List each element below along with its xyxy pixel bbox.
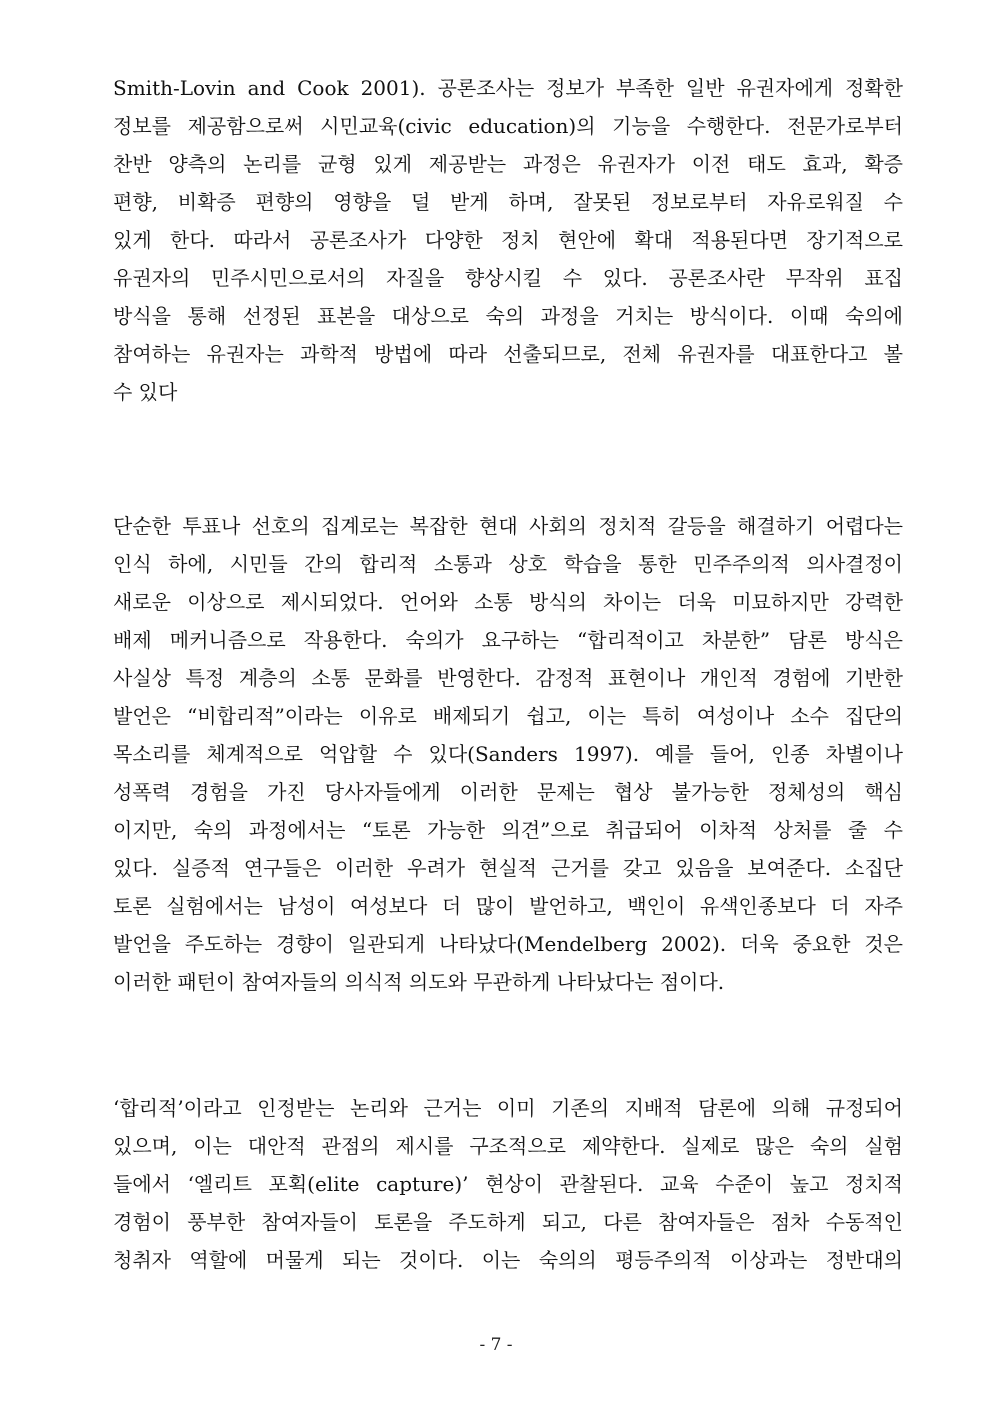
page-number: - 7 - xyxy=(479,1335,513,1355)
text-line: 있게 한다. 따라서 공론조사가 다양한 정치 현안에 확대 적용된다면 장기적으로 xyxy=(113,228,903,252)
text-line: 정보를 제공함으로써 시민교육(civic education)의 기능을 수행한다. 전문가로부터 xyxy=(113,114,903,138)
text-line: 배제 메커니즘으로 작용한다. 숙의가 요구하는 “합리적이고 차분한” 담론 방식은 xyxy=(113,628,903,652)
text-line: 성폭력 경험을 가진 당사자들에게 이러한 문제는 협상 불가능한 정체성의 핵심 xyxy=(113,780,903,804)
text-line: 경험이 풍부한 참여자들이 토론을 주도하게 되고, 다른 참여자들은 점차 수동적인 xyxy=(113,1210,903,1234)
paragraph-3 xyxy=(113,1089,903,1279)
paragraph-2 xyxy=(113,507,903,1001)
text-line: 방식을 통해 선정된 표본을 대상으로 숙의 과정을 거치는 방식이다. 이때 숙의에 xyxy=(113,304,903,328)
paragraph-1 xyxy=(113,69,903,411)
text-line: 이지만, 숙의 과정에서는 “토론 가능한 의견”으로 취급되어 이차적 상처를 줄 수 xyxy=(113,818,903,842)
text-line: 찬반 양측의 논리를 균형 있게 제공받는 과정은 유권자가 이전 태도 효과, 확증 xyxy=(113,152,903,176)
text-line: 편향, 비확증 편향의 영향을 덜 받게 하며, 잘못된 정보로부터 자유로워질 수 xyxy=(113,190,903,214)
text-line: 들에서 ‘엘리트 포획(elite capture)’ 현상이 관찰된다. 교육 수준이 높고 정치적 xyxy=(113,1172,903,1196)
text-line: 유권자의 민주시민으로서의 자질을 향상시킬 수 있다. 공론조사란 무작위 표집 xyxy=(113,266,903,290)
text-line: 이러한 패턴이 참여자들의 의식적 의도와 무관하게 나타났다는 점이다. xyxy=(113,970,725,994)
text-line: 수 있다 xyxy=(113,380,178,404)
text-line: 인식 하에, 시민들 간의 합리적 소통과 상호 학습을 통한 민주주의적 의사결정이 xyxy=(113,552,903,576)
text-line: 발언을 주도하는 경향이 일관되게 나타났다(Mendelberg 2002). 더욱 중요한 것은 xyxy=(113,932,903,956)
text-line: 단순한 투표나 선호의 집계로는 복잡한 현대 사회의 정치적 갈등을 해결하기 어렵다는 xyxy=(113,514,903,538)
text-line: 사실상 특정 계층의 소통 문화를 반영한다. 감정적 표현이나 개인적 경험에 기반한 xyxy=(113,666,903,690)
text-line: 참여하는 유권자는 과학적 방법에 따라 선출되므로, 전체 유권자를 대표한다고 볼 xyxy=(113,342,903,366)
text-line: Smith-Lovin and Cook 2001). 공론조사는 정보가 부족한 일반 유권자에게 정확한 xyxy=(113,76,903,100)
text-line: ‘합리적’이라고 인정받는 논리와 근거는 이미 기존의 지배적 담론에 의해 규정되어 xyxy=(113,1096,903,1120)
text-line: 있으며, 이는 대안적 관점의 제시를 구조적으로 제약한다. 실제로 많은 숙의 실험 xyxy=(113,1134,903,1158)
text-line: 토론 실험에서는 남성이 여성보다 더 많이 발언하고, 백인이 유색인종보다 더 자주 xyxy=(113,894,903,918)
text-line: 있다. 실증적 연구들은 이러한 우려가 현실적 근거를 갖고 있음을 보여준다. 소집단 xyxy=(113,856,903,880)
text-line: 목소리를 체계적으로 억압할 수 있다(Sanders 1997). 예를 들어, 인종 차별이나 xyxy=(113,742,903,766)
text-line: 발언은 “비합리적”이라는 이유로 배제되기 쉽고, 이는 특히 여성이나 소수 집단의 xyxy=(113,704,903,728)
text-line: 새로운 이상으로 제시되었다. 언어와 소통 방식의 차이는 더욱 미묘하지만 강력한 xyxy=(113,590,903,614)
text-line: 청취자 역할에 머물게 되는 것이다. 이는 숙의의 평등주의적 이상과는 정반대의 xyxy=(113,1248,903,1272)
